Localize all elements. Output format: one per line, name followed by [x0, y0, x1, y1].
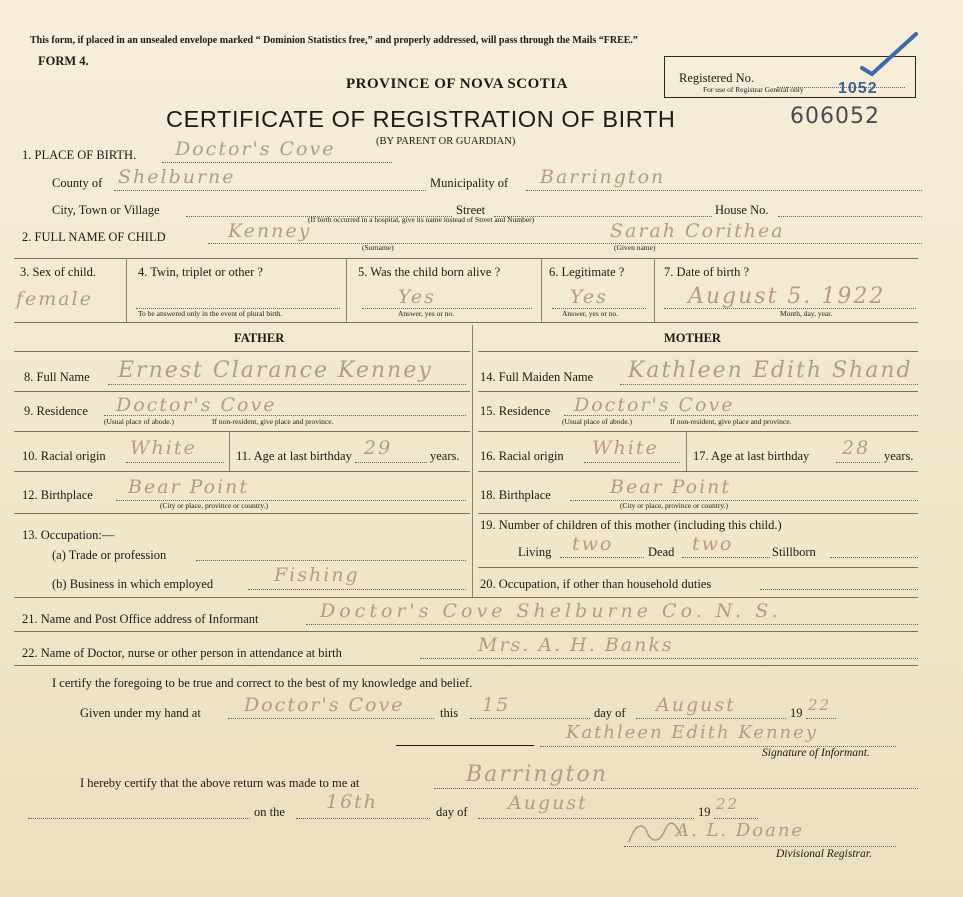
city-label: City, Town or Village [52, 203, 160, 217]
given-label: Given under my hand at [80, 706, 201, 720]
place-of-birth-label: 1. PLACE OF BIRTH. [22, 148, 137, 162]
dob-value: August 5. 1922 [688, 284, 886, 309]
living-value: two [572, 533, 614, 555]
mother-name-value: Kathleen Edith Shand [628, 358, 913, 383]
county-label: County of [52, 176, 103, 190]
mother-birthplace-caption: (City or place, province or country.) [620, 501, 729, 510]
mail-notice-free: FREE. [603, 35, 633, 46]
mail-notice-text: This form, if placed in an unsealed envelope marked “ Dominion Statistics free,” and properly addressed, will pass through the Mails “ [30, 35, 604, 46]
mail-notice [30, 35, 638, 46]
check-mark-icon [858, 30, 920, 78]
sex-label: 3. Sex of child. [20, 265, 97, 279]
pencil-number: 606052 [790, 104, 880, 129]
doctor-value: Mrs. A. H. Banks [478, 634, 674, 656]
certify-day-value: 15 [482, 694, 511, 716]
born-alive-caption: Answer, yes or no. [398, 309, 455, 318]
father-age-unit: years. [430, 449, 460, 463]
father-residence-label: 9. Residence [24, 404, 88, 418]
dob-caption: Month, day, year. [780, 309, 833, 318]
legitimate-value: Yes [570, 286, 608, 308]
mail-notice-end: ” [632, 35, 638, 46]
informant-label: 21. Name and Post Office address of Informant [22, 612, 259, 626]
doctor-label: 22. Name of Doctor, nurse or other person in attendance at birth [22, 646, 342, 660]
certificate-title: CERTIFICATE OF REGISTRATION OF BIRTH [166, 106, 676, 132]
mother-birthplace-label: 18. Birthplace [480, 488, 551, 502]
mother-occupation-label: 20. Occupation, if other than household duties [480, 577, 712, 591]
certify-day-of-label: day of [594, 706, 626, 720]
informant-value: Doctor's Cove Shelburne Co. N. S. [320, 600, 782, 622]
registrar-statement: I hereby certify that the above return was made to me at [80, 776, 360, 790]
father-birthplace-label: 12. Birthplace [22, 488, 93, 502]
mother-age-value: 28 [842, 437, 871, 459]
mother-residence-caption-a: (Usual place of abode.) [562, 417, 632, 426]
father-occupation-label: 13. Occupation:— [22, 528, 115, 542]
dob-label: 7. Date of birth ? [664, 265, 750, 279]
born-alive-value: Yes [398, 286, 436, 308]
mother-racial-label: 16. Racial origin [480, 449, 564, 463]
child-surname-value: Kenney [228, 220, 312, 242]
father-birthplace-value: Bear Point [128, 476, 250, 498]
children-label: 19. Number of children of this mother (including this child.) [480, 518, 782, 532]
registrar-caption: Divisional Registrar. [776, 848, 872, 860]
twin-caption: To be answered only in the event of plural birth. [138, 309, 283, 318]
registrar-place: Barrington [466, 762, 608, 787]
father-racial-value: White [130, 437, 197, 459]
registered-note: For use of Registrar General only [703, 85, 804, 94]
father-residence-caption-a: (Usual place of abode.) [104, 417, 174, 426]
registrar-on-the-label: on the [254, 805, 285, 819]
legitimate-label: 6. Legitimate ? [549, 265, 625, 279]
registrar-day-of-label: day of [436, 805, 468, 819]
mother-name-label: 14. Full Maiden Name [480, 370, 594, 384]
sex-value: female [16, 288, 93, 310]
registrar-month-value: August [508, 792, 588, 814]
house-label: House No. [715, 203, 769, 217]
mother-racial-value: White [592, 437, 659, 459]
mother-birthplace-value: Bear Point [610, 476, 732, 498]
registrar-year-value: 22 [716, 795, 740, 813]
registrar-day-value: 16th [326, 791, 379, 813]
father-birthplace-caption: (City or place, province or country.) [160, 501, 269, 510]
registrar-signature: A. L. Doane [676, 820, 805, 841]
form-number: FORM 4. [38, 54, 89, 68]
dead-value: two [692, 533, 734, 555]
mother-residence-label: 15. Residence [480, 404, 551, 418]
municipality-value: Barrington [540, 166, 666, 188]
father-name-label: 8. Full Name [24, 370, 90, 384]
informant-signature: Kathleen Edith Kenney [566, 722, 818, 743]
stillborn-label: Stillborn [772, 545, 816, 559]
certificate-subtitle: (BY PARENT OR GUARDIAN) [376, 136, 516, 147]
certify-statement: I certify the foregoing to be true and correct to the best of my knowledge and belief. [52, 676, 473, 690]
child-given-value: Sarah Corithea [610, 220, 785, 242]
business-value: Fishing [274, 564, 360, 586]
mother-residence-caption-b: If non-resident, give place and province. [670, 417, 792, 426]
child-name-label: 2. FULL NAME OF CHILD [22, 230, 166, 244]
mother-heading: MOTHER [664, 331, 721, 345]
registrar-year-prefix: 19 [698, 805, 711, 819]
born-alive-label: 5. Was the child born alive ? [358, 265, 501, 279]
father-age-value: 29 [364, 437, 393, 459]
certify-month-value: August [656, 694, 736, 716]
father-name-value: Ernest Clarance Kenney [118, 358, 433, 383]
business-label: (b) Business in which employed [52, 577, 214, 591]
county-value: Shelburne [118, 166, 236, 188]
given-place: Doctor's Cove [244, 694, 405, 716]
municipality-label: Municipality of [430, 176, 509, 190]
father-residence-value: Doctor's Cove [116, 394, 277, 416]
hospital-note: (If birth occurred in a hospital, give its name instead of Street and Number) [308, 215, 535, 224]
father-racial-label: 10. Racial origin [22, 449, 106, 463]
certify-year-prefix: 19 [790, 706, 803, 720]
surname-caption: (Surname) [362, 243, 394, 252]
legitimate-caption: Answer, yes or no. [562, 309, 619, 318]
father-heading: FATHER [234, 331, 285, 345]
certify-year-value: 22 [808, 696, 832, 714]
registered-label: Registered No. [679, 71, 754, 85]
mother-age-label: 17. Age at last birthday [693, 449, 810, 463]
province-heading: PROVINCE OF NOVA SCOTIA [346, 76, 568, 92]
given-caption: (Given name) [614, 243, 656, 252]
dead-label: Dead [648, 545, 675, 559]
registered-stamp: 1052 [838, 80, 878, 97]
living-label: Living [518, 545, 552, 559]
twin-label: 4. Twin, triplet or other ? [138, 265, 263, 279]
this-label: this [440, 706, 459, 720]
mother-residence-value: Doctor's Cove [574, 394, 735, 416]
place-of-birth-value: Doctor's Cove [175, 138, 336, 160]
mother-age-unit: years. [884, 449, 914, 463]
trade-label: (a) Trade or profession [52, 548, 167, 562]
signature-caption: Signature of Informant. [762, 747, 870, 759]
father-age-label: 11. Age at last birthday [236, 449, 352, 463]
street-label: Street [456, 203, 486, 217]
father-residence-caption-b: If non-resident, give place and province. [212, 417, 334, 426]
